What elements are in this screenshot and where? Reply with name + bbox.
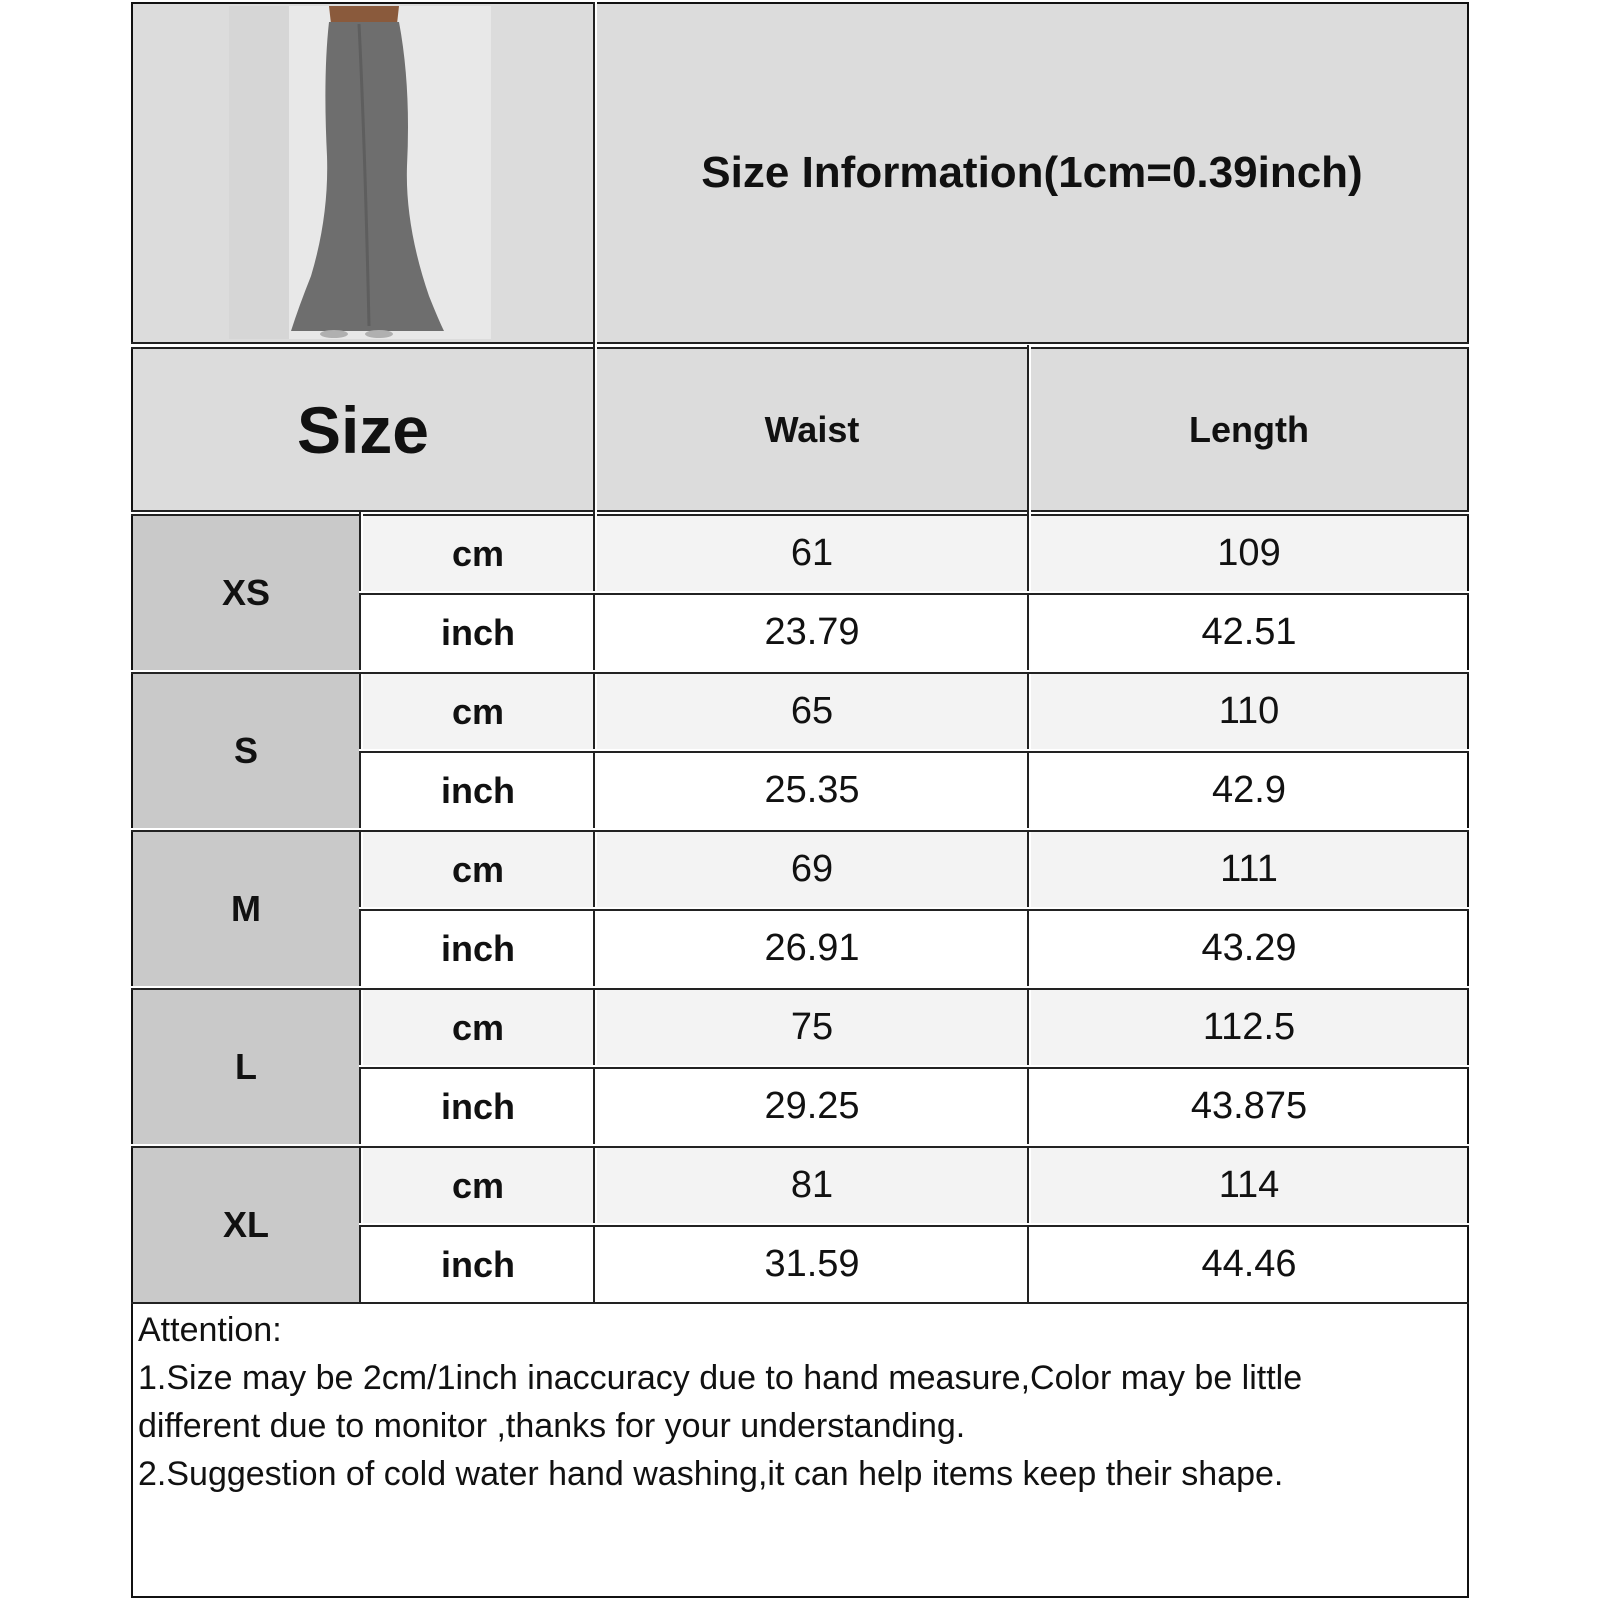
- size-label-l: L: [133, 990, 359, 1144]
- unit-inch: inch: [363, 911, 593, 986]
- product-photo: [229, 6, 491, 339]
- length-inch-value: 42.51: [1031, 595, 1467, 670]
- grid-line: [359, 1223, 1469, 1227]
- attention-notes: [138, 1306, 1458, 1498]
- grid-line: [359, 1065, 1469, 1069]
- waist-cm-value: 81: [597, 1148, 1027, 1223]
- length-inch-value: 43.29: [1031, 911, 1467, 986]
- unit-inch: inch: [363, 753, 593, 828]
- unit-inch: inch: [363, 1227, 593, 1302]
- attention-heading: Attention:: [138, 1311, 282, 1349]
- size-label-xl: XL: [133, 1148, 359, 1302]
- waist-inch-value: 31.59: [597, 1227, 1027, 1302]
- size-label-s: S: [133, 674, 359, 828]
- waist-cm-value: 75: [597, 990, 1027, 1065]
- size-column-header: Size: [133, 349, 593, 510]
- waist-inch-value: 26.91: [597, 911, 1027, 986]
- grid-line: [359, 907, 1469, 911]
- grid-line: [131, 1302, 1469, 1304]
- grid-line: [1027, 345, 1031, 1304]
- unit-cm: cm: [363, 516, 593, 591]
- length-cm-value: 114: [1031, 1148, 1467, 1223]
- attention-line-2: different due to monitor ,thanks for your understanding.: [138, 1407, 966, 1445]
- length-cm-value: 112.5: [1031, 990, 1467, 1065]
- unit-inch: inch: [363, 595, 593, 670]
- length-cm-value: 109: [1031, 516, 1467, 591]
- length-inch-value: 42.9: [1031, 753, 1467, 828]
- grid-line: [359, 591, 1469, 595]
- grid-line: [131, 828, 1469, 832]
- grid-line: [593, 2, 597, 1304]
- waist-cm-value: 61: [597, 516, 1027, 591]
- grid-line: [131, 670, 1469, 674]
- waist-inch-value: 23.79: [597, 595, 1027, 670]
- skirt-photo-icon: [229, 6, 491, 339]
- grid-line: [131, 986, 1469, 990]
- grid-line: [359, 749, 1469, 753]
- waist-column-header: Waist: [597, 349, 1027, 510]
- length-cm-value: 111: [1031, 832, 1467, 907]
- grid-line: [131, 342, 1469, 349]
- grid-line: [131, 1144, 1469, 1148]
- unit-inch: inch: [363, 1069, 593, 1144]
- size-label-m: M: [133, 832, 359, 986]
- waist-inch-value: 25.35: [597, 753, 1027, 828]
- waist-cm-value: 69: [597, 832, 1027, 907]
- size-label-xs: XS: [133, 516, 359, 670]
- grid-line: [131, 510, 1469, 516]
- length-inch-value: 44.46: [1031, 1227, 1467, 1302]
- unit-cm: cm: [363, 1148, 593, 1223]
- unit-cm: cm: [363, 832, 593, 907]
- unit-cm: cm: [363, 990, 593, 1065]
- length-inch-value: 43.875: [1031, 1069, 1467, 1144]
- waist-cm-value: 65: [597, 674, 1027, 749]
- length-cm-value: 110: [1031, 674, 1467, 749]
- attention-line-3: 2.Suggestion of cold water hand washing,it can help items keep their shape.: [138, 1455, 1284, 1493]
- size-info-title: Size Information(1cm=0.39inch): [597, 4, 1467, 342]
- attention-line-1: 1.Size may be 2cm/1inch inaccuracy due to hand measure,Color may be little: [138, 1359, 1303, 1397]
- unit-cm: cm: [363, 674, 593, 749]
- length-column-header: Length: [1031, 349, 1467, 510]
- waist-inch-value: 29.25: [597, 1069, 1027, 1144]
